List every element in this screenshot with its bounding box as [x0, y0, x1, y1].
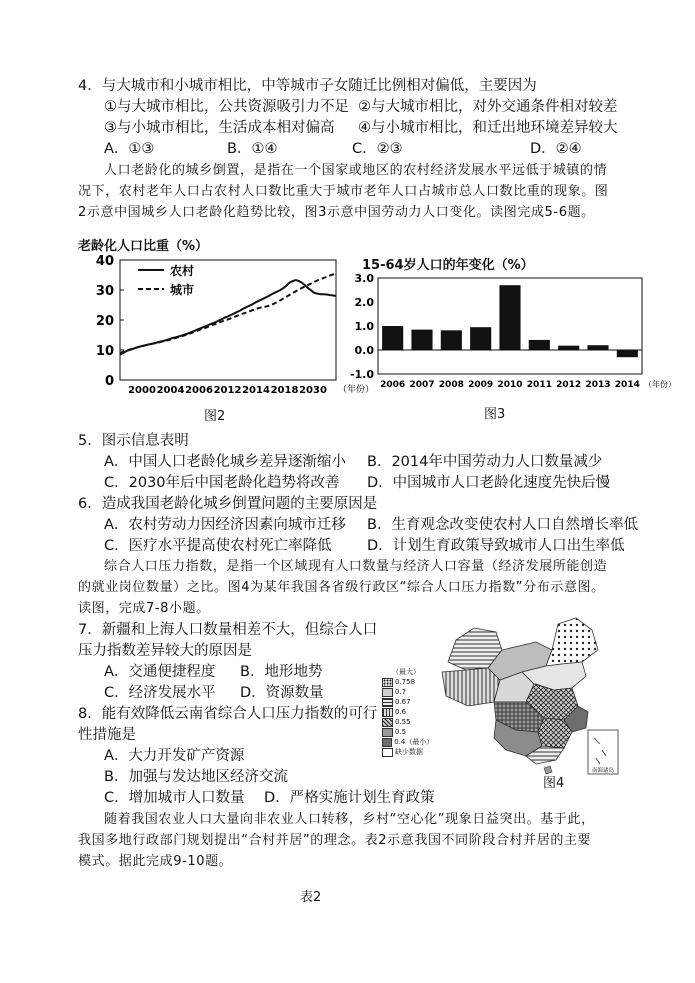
q4-option-b: B．①④	[227, 141, 278, 157]
q4-option-a: A．①③	[104, 141, 155, 157]
fig4-legend-swatch	[382, 738, 392, 747]
fig2-title: 老龄化人口比重（%）	[78, 239, 209, 254]
fig4-legend-label: 0.758	[395, 678, 416, 686]
q5-option-d: D．中国城市人口老龄化速度先快后慢	[367, 475, 611, 491]
q7-option-d: D．资源数量	[240, 685, 324, 701]
fig4-legend-item	[382, 747, 430, 757]
fig3-y-tick-label: -1.0	[349, 368, 374, 381]
fig3-bar	[411, 330, 432, 350]
intro2-line-2: 的就业岗位数量）之比。图4为某年我国各省级行政区“综合人口压力指数”分布示意图。	[78, 580, 605, 595]
fig2-x-tick-label: 2018	[270, 385, 299, 396]
fig3-x-axis-label: （年份）	[644, 380, 676, 389]
fig2-x-tick-label: 2012	[213, 385, 242, 396]
q8-option-b: B．加强与发达地区经济交流	[104, 769, 288, 785]
fig4-south-china-sea-inset	[588, 730, 618, 774]
intro2-line-3: 读图，完成7-8小题。	[78, 601, 210, 616]
q8-stem-1: 8．能有效降低云南省综合人口压力指数的可行	[78, 706, 378, 722]
fig4-legend-swatch	[382, 728, 393, 737]
fig3-bar	[382, 326, 403, 350]
fig2-legend-label: 城市	[170, 283, 195, 297]
intro3-line-2: 我国多地行政部门规划提出“合村并居”的理念。表2示意我国不同阶段合村并居的主要	[78, 833, 592, 848]
fig4-legend-swatch	[382, 718, 393, 727]
fig4-legend-swatch	[382, 678, 393, 687]
intro1-line-2: 况下，农村老年人口占农村人口数比重大于城市老年人口占城市总人口数比重的现象。图	[78, 184, 609, 199]
fig3-y-tick-label: 2.0	[354, 296, 374, 309]
fig4-legend-swatch	[382, 698, 393, 707]
q6-stem: 6．造成我国老龄化城乡倒置问题的主要原因是	[78, 496, 378, 512]
fig2-y-tick-label: 10	[95, 344, 114, 359]
fig3-x-tick-label: 2010	[497, 380, 523, 390]
q7-option-b: B．地形地势	[240, 664, 323, 680]
q4-statement-2: ②与大城市相比，对外交通条件相对较差	[358, 99, 618, 115]
q5-option-b: B．2014年中国劳动力人口数量减少	[367, 454, 603, 470]
fig3-bar	[470, 327, 491, 350]
fig3-x-tick-label: 2013	[585, 380, 611, 390]
intro1-line-3: 2示意中国城乡人口老龄化趋势比较，图3示意中国劳动力人口变化。读图完成5-6题。	[78, 205, 595, 220]
fig2-y-tick-label: 0	[104, 374, 114, 389]
fig3-bar	[499, 285, 520, 350]
fig2-x-tick-label: 2004	[156, 385, 185, 396]
fig3-y-tick-label: 1.0	[354, 320, 374, 333]
fig4-legend-label: 0.67	[395, 698, 411, 706]
fig2-x-tick-label: 2014	[242, 385, 270, 396]
fig3-x-tick-label: 2009	[468, 380, 494, 390]
fig2-legend-label: 农村	[170, 264, 195, 278]
intro2-line-1: 综合人口压力指数，是指一个区域现有人口数量与经济人口容量（经济发展所能创造	[104, 559, 608, 574]
fig4-legend-label: 0.7	[395, 688, 407, 696]
fig3-y-tick-label: 3.0	[354, 272, 374, 285]
q5-option-c: C．2030年后中国老龄化趋势将改善	[104, 475, 340, 491]
q4-statement-1: ①与大城市相比，公共资源吸引力不足	[104, 99, 349, 115]
q8-option-c: C．增加城市人口数量	[104, 790, 245, 806]
fig4-legend-swatch	[382, 748, 393, 757]
q6-option-d: D．计划生育政策导致城市人口出生率低	[367, 538, 625, 554]
q8-option-d: D．严格实施计划生育政策	[264, 790, 435, 806]
fig4-legend-label: 缺少数据	[395, 748, 423, 756]
intro3-line-3: 模式。据此完成9-10题。	[78, 854, 233, 869]
q4-option-c: C．②③	[352, 141, 403, 157]
fig2-x-axis-label: （年份）	[338, 385, 375, 395]
fig3-x-tick-label: 2007	[409, 380, 435, 390]
q4-statement-4: ④与小城市相比，和迁出地环境差异较大	[358, 120, 618, 136]
q8-stem-2: 性措施是	[78, 727, 136, 743]
q7-stem-2: 压力指数差异较大的原因是	[78, 643, 252, 659]
fig4-legend-item	[382, 687, 430, 697]
fig4-legend-item	[382, 727, 430, 737]
q5-stem: 5．图示信息表明	[78, 433, 189, 449]
fig4-legend-title: （最大）	[392, 668, 420, 676]
fig3-caption: 图3	[484, 407, 506, 422]
fig2-series-line-2	[120, 274, 336, 353]
fig2-x-tick-label: 2000	[128, 385, 156, 396]
q7-option-c: C．经济发展水平	[104, 685, 216, 701]
intro3-line-1: 随着我国农业人口大量向非农业人口转移，乡村“空心化”现象日益突出。基于此，	[104, 812, 595, 827]
table-2-caption: 表2	[300, 890, 322, 905]
fig3-bar	[587, 345, 608, 350]
fig2-caption: 图2	[204, 409, 226, 424]
q4-stem: 4．与大城市和小城市相比，中等城市子女随迁比例相对偏低，主要因为	[78, 78, 537, 94]
q6-option-b: B．生育观念改变使农村人口自然增长率低	[367, 517, 638, 533]
fig2-x-tick-label: 2006	[185, 385, 213, 396]
fig3-y-tick-label: 0.0	[354, 344, 374, 357]
fig4-legend-item	[382, 697, 430, 707]
fig4-inset-label: 南海诸岛	[591, 768, 615, 774]
q5-option-a: A．中国人口老龄化城乡差异逐渐缩小	[104, 454, 346, 470]
fig3-bar	[529, 340, 550, 350]
fig3-x-tick-label: 2006	[380, 380, 406, 390]
fig2-y-tick-label: 40	[95, 254, 114, 269]
q4-option-d: D．②④	[530, 141, 582, 157]
fig4-legend-label: 0.5	[395, 728, 407, 736]
fig4-legend-item	[382, 737, 434, 747]
fig4-legend-label: 0.55	[395, 718, 411, 726]
fig3-x-tick-label: 2014	[614, 380, 640, 390]
q6-option-c: C．医疗水平提高使农村死亡率降低	[104, 538, 332, 554]
q7-stem-1: 7．新疆和上海人口数量相差不大，但综合人口	[78, 622, 378, 638]
fig3-bar	[441, 330, 462, 350]
fig4-caption: 图4	[543, 776, 565, 791]
fig3-bar-chart	[348, 268, 676, 396]
fig4-legend	[382, 668, 434, 757]
fig2-x-tick-label: 2030	[299, 385, 327, 396]
fig3-x-tick-label: 2012	[556, 380, 582, 390]
fig4-legend-swatch	[382, 708, 393, 717]
q7-option-a: A．交通便捷程度	[104, 664, 216, 680]
q4-statement-3: ③与小城市相比，生活成本相对偏高	[104, 120, 335, 136]
fig4-legend-item	[382, 677, 430, 687]
fig3-title: 15-64岁人口的年变化（%）	[362, 258, 534, 273]
fig4-legend-swatch	[382, 688, 393, 697]
fig2-y-tick-label: 30	[95, 284, 114, 299]
q6-option-a: A．农村劳动力因经济因素向城市迁移	[104, 517, 346, 533]
fig4-legend-label: 0.4（最小）	[394, 738, 434, 746]
fig2-y-tick-label: 20	[95, 314, 114, 329]
fig3-bar	[558, 346, 579, 350]
fig3-x-tick-label: 2008	[438, 380, 464, 390]
fig3-bar	[617, 350, 638, 357]
fig4-legend-label: 0.6	[395, 708, 407, 716]
fig2-line-chart	[78, 250, 375, 400]
q8-option-a: A．大力开发矿产资源	[104, 748, 245, 764]
fig4-legend-item	[382, 717, 430, 727]
fig4-legend-item	[382, 707, 430, 717]
intro1-line-1: 人口老龄化的城乡倒置，是指在一个国家或地区的农村经济发展水平远低于城镇的情	[104, 163, 608, 178]
fig3-x-tick-label: 2011	[526, 380, 552, 390]
